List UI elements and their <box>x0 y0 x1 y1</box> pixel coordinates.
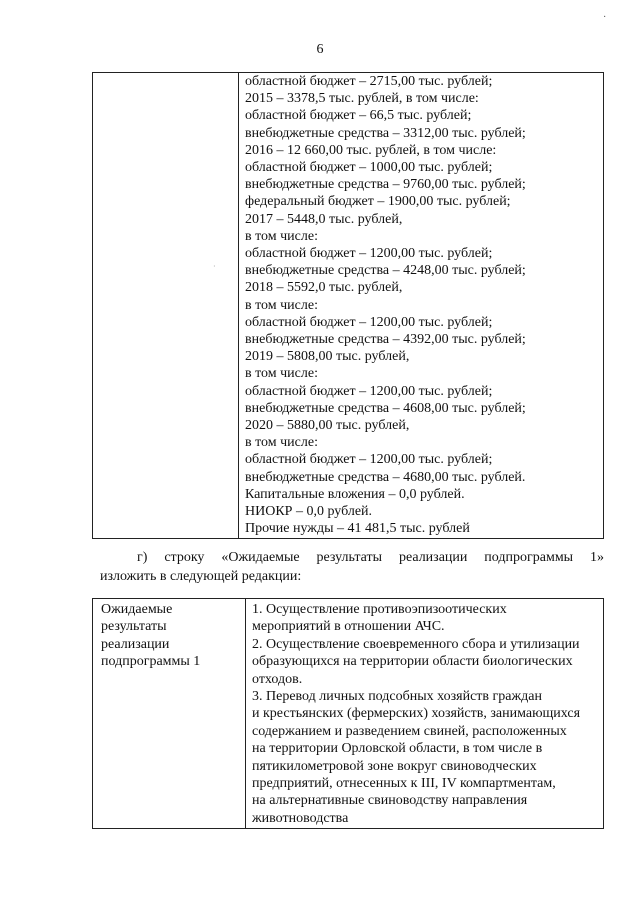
scan-mark: · <box>603 12 607 23</box>
budget-line: областной бюджет – 1200,00 тыс. рублей; <box>245 246 493 262</box>
results-label-line: Ожидаемые <box>101 602 173 617</box>
budget-line: внебюджетные средства – 4680,00 тыс. рублей. <box>245 469 526 485</box>
results-line: мероприятий в отношении АЧС. <box>252 619 445 635</box>
results-label-line: реализации <box>101 636 170 652</box>
results-label-line: подпрограммы 1 <box>101 654 201 670</box>
budget-line: в том числе: <box>245 297 318 313</box>
budget-line: 2017 – 5448,0 тыс. рублей, <box>245 211 403 227</box>
page-number: 6 <box>316 42 324 57</box>
results-line: отходов. <box>252 671 303 687</box>
budget-line: внебюджетные средства – 3312,00 тыс. рублей; <box>245 125 526 141</box>
instruction-text: г) строку «Ожидаемые результаты реализации подпрограммы 1» <box>137 550 604 565</box>
expected-results-table <box>92 598 604 829</box>
results-line: 2. Осуществление своевременного сбора и утилизации <box>252 636 580 652</box>
budget-line: Капитальные вложения – 0,0 рублей. <box>245 486 465 502</box>
budget-line: 2016 – 12 660,00 тыс. рублей, в том числе: <box>245 142 497 158</box>
budget-line: федеральный бюджет – 1900,00 тыс. рублей; <box>245 194 511 210</box>
funding-row <box>93 73 604 539</box>
instruction-text-continued: изложить в следующей редакции: <box>100 569 302 584</box>
budget-line: 2015 – 3378,5 тыс. рублей, в том числе: <box>245 91 479 107</box>
budget-line: областной бюджет – 2715,00 тыс. рублей; <box>245 74 493 89</box>
budget-line: областной бюджет – 1200,00 тыс. рублей; <box>245 314 493 330</box>
budget-line: внебюджетные средства – 4248,00 тыс. рублей; <box>245 263 526 279</box>
results-line: и крестьянских (фермерских) хозяйств, занимающихся <box>252 706 581 722</box>
results-line: 1. Осуществление противоэпизоотических <box>252 602 507 617</box>
results-value-cell <box>246 599 604 829</box>
budget-line: в том числе: <box>245 366 318 382</box>
budget-line: внебюджетные средства – 4608,00 тыс. рублей; <box>245 400 526 416</box>
results-label-cell <box>93 599 246 829</box>
results-line: на территории Орловской области, в том числе в <box>252 741 543 757</box>
budget-line: 2020 – 5880,00 тыс. рублей, <box>245 418 410 434</box>
budget-line: в том числе: <box>245 435 318 451</box>
budget-line: областной бюджет – 1000,00 тыс. рублей; <box>245 160 493 176</box>
funding-table <box>92 72 604 539</box>
budget-line: областной бюджет – 1200,00 тыс. рублей; <box>245 452 493 468</box>
scan-dot: · <box>213 262 216 271</box>
results-line: пятикилометровой зоне вокруг свиноводческих <box>252 758 537 774</box>
budget-line: Прочие нужды – 41 481,5 тыс. рублей <box>245 521 470 537</box>
results-line: содержанием и разведением свиней, расположенных <box>252 723 567 739</box>
budget-line: областной бюджет – 1200,00 тыс. рублей; <box>245 383 493 399</box>
budget-line: внебюджетные средства – 9760,00 тыс. рублей; <box>245 177 526 193</box>
results-line: предприятий, отнесенных к III, IV компартментам, <box>252 776 556 792</box>
funding-value-cell <box>239 73 604 539</box>
results-line: образующихся на территории области биологических <box>252 654 573 670</box>
budget-line: НИОКР – 0,0 рублей. <box>245 504 373 520</box>
expected-results-row <box>93 599 604 829</box>
budget-line: областной бюджет – 66,5 тыс. рублей; <box>245 108 472 124</box>
results-line: 3. Перевод личных подсобных хозяйств граждан <box>252 689 542 705</box>
results-label-line: результаты <box>101 619 167 635</box>
funding-label-cell <box>93 73 239 539</box>
budget-line: 2019 – 5808,00 тыс. рублей, <box>245 349 410 365</box>
results-line: животноводства <box>252 810 349 826</box>
results-line: на альтернативные свиноводству направления <box>252 793 528 809</box>
budget-line: 2018 – 5592,0 тыс. рублей, <box>245 280 403 296</box>
budget-line: внебюджетные средства – 4392,00 тыс. рублей; <box>245 332 526 348</box>
budget-line: в том числе: <box>245 228 318 244</box>
